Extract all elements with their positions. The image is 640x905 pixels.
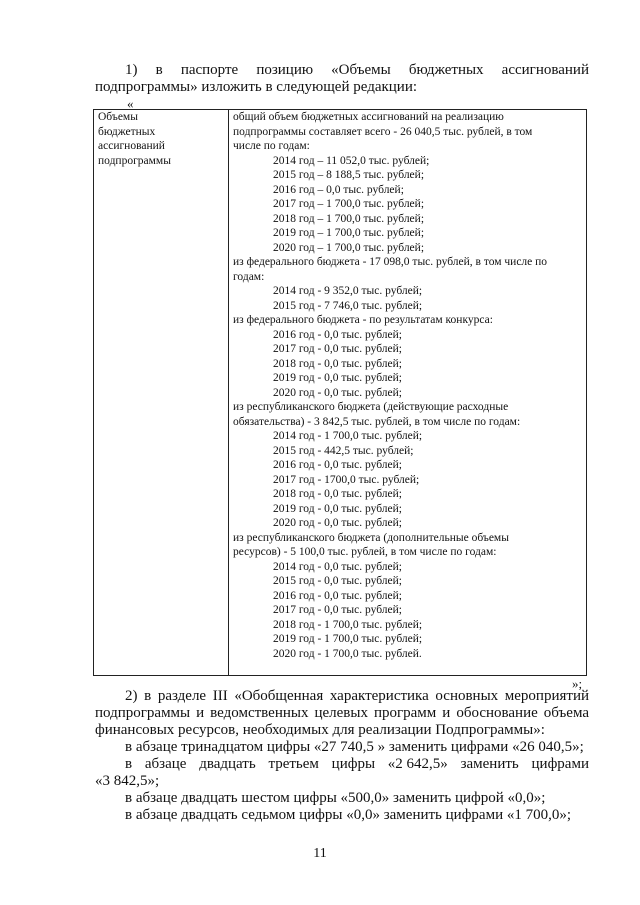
edit-item-2-word: цифрами [531, 756, 589, 772]
year-amount-line: 2020 год - 1 700,0 тыс. рублей. [273, 647, 422, 660]
funding-text-line: из федерального бюджета - 17 098,0 тыс. рублей, в том числе по [233, 256, 548, 268]
funding-text-line: ресурсов) - 5 100,0 тыс. рублей, в том числе по годам: [233, 546, 497, 558]
label-line: бюджетных [98, 125, 156, 138]
closing-quote: »; [572, 676, 583, 691]
edit-item-2-word: заменить [460, 756, 519, 772]
section-2-line-3: финансовых ресурсов, необходимых для реализации Подпрограммы»: [95, 722, 545, 738]
edit-item-2-word: двадцать [199, 756, 256, 772]
edit-item-2-word: третьем [268, 756, 319, 772]
year-amount-line: 2015 год - 0,0 тыс. рублей; [273, 575, 402, 587]
year-amount-line: 2019 год - 0,0 тыс. рублей; [273, 502, 402, 515]
year-amount-line: 2017 год - 0,0 тыс. рублей; [273, 604, 402, 616]
funding-text-line: числе по годам: [233, 140, 310, 152]
edit-item-3: в абзаце двадцать шестом цифры «500,0» заменить цифрой «0,0»; [125, 790, 546, 806]
intro-word: ассигнований [501, 62, 589, 78]
funding-text-line: годам: [233, 270, 265, 283]
label-line: ассигнований [98, 140, 165, 152]
year-amount-line: 2014 год - 9 352,0 тыс. рублей; [273, 285, 423, 297]
year-amount-line: 2014 год - 0,0 тыс. рублей; [273, 560, 402, 573]
funding-text-line: общий объем бюджетных ассигнований на реализацию [233, 111, 504, 123]
section-2-text [95, 688, 589, 824]
year-amount-line: 2017 год - 1700,0 тыс. рублей; [273, 473, 420, 486]
intro-word: в [155, 62, 163, 78]
year-amount-line: 2014 год - 1 700,0 тыс. рублей; [273, 430, 423, 442]
year-amount-line: 2016 год – 0,0 тыс. рублей; [273, 183, 404, 196]
funding-text-line: из республиканского бюджета (действующие расходные [233, 401, 509, 413]
year-amount-line: 2020 год – 1 700,0 тыс. рублей; [273, 241, 425, 254]
section-2-line-1: 2) в разделе III «Обобщенная характеристика основных мероприятий [125, 688, 589, 704]
intro-word: паспорте [180, 62, 239, 78]
table-cell-content [229, 110, 587, 676]
year-amount-line: 2020 год - 0,0 тыс. рублей; [273, 386, 402, 399]
funding-text-line: обязательства) - 3 842,5 тыс. рублей, в том числе по годам: [233, 415, 521, 428]
funding-text-line: подпрограммы составляет всего - 26 040,5 тыс. рублей, в том [233, 125, 533, 138]
year-amount-line: 2018 год - 1 700,0 тыс. рублей; [273, 618, 423, 631]
year-amount-line: 2019 год – 1 700,0 тыс. рублей; [273, 227, 425, 239]
edit-item-2 [95, 756, 589, 773]
year-amount-line: 2015 год – 8 188,5 тыс. рублей; [273, 169, 425, 181]
intro-word: бюджетных [408, 62, 484, 78]
opening-quote: « [127, 96, 134, 111]
year-amount-line: 2016 год - 0,0 тыс. рублей; [273, 459, 402, 471]
edit-item-2-word: абзаце [144, 756, 187, 772]
table-row [94, 110, 587, 676]
table-cell-label [94, 110, 229, 676]
intro-paragraph [95, 62, 589, 96]
edit-item-4: в абзаце двадцать седьмом цифры «0,0» заменить цифрами «1 700,0»; [125, 807, 572, 823]
edit-item-2-word: «2 642,5» [387, 756, 448, 772]
funding-text-line: из федерального бюджета - по результатам конкурса: [233, 314, 493, 326]
label-line: подпрограммы [98, 154, 171, 167]
passport-table [93, 109, 587, 676]
page-number: 11 [313, 846, 327, 861]
year-amount-line: 2014 год – 11 052,0 тыс. рублей; [273, 154, 430, 167]
year-amount-line: 2017 год - 0,0 тыс. рублей; [273, 343, 402, 355]
year-amount-line: 2019 год - 1 700,0 тыс. рублей; [273, 633, 423, 645]
year-amount-line: 2018 год - 0,0 тыс. рублей; [273, 488, 402, 500]
year-amount-line: 2020 год - 0,0 тыс. рублей; [273, 517, 402, 529]
edit-item-2-word: в [125, 756, 133, 772]
intro-word: «Объемы [331, 62, 391, 78]
year-amount-line: 2017 год – 1 700,0 тыс. рублей; [273, 198, 425, 210]
edit-item-2-continuation: «3 842,5»; [95, 773, 160, 789]
funding-text-line: из республиканского бюджета (дополнительные объемы [233, 531, 509, 544]
label-line: Объемы [98, 111, 138, 123]
year-amount-line: 2018 год - 0,0 тыс. рублей; [273, 357, 402, 370]
intro-word: 1) [125, 62, 138, 78]
year-amount-line: 2015 год - 7 746,0 тыс. рублей; [273, 299, 423, 312]
year-amount-line: 2016 год - 0,0 тыс. рублей; [273, 589, 402, 602]
year-amount-line: 2019 год - 0,0 тыс. рублей; [273, 372, 402, 384]
edit-item-2-word: цифры [331, 756, 376, 772]
section-2-line-2: подпрограммы и ведомственных целевых программ и обоснование объема [95, 705, 589, 721]
intro-line-2: подпрограммы» изложить в следующей редакции: [95, 79, 418, 95]
year-amount-line: 2015 год - 442,5 тыс. рублей; [273, 444, 414, 457]
edit-item-1: в абзаце тринадцатом цифры «27 740,5 » заменить цифрами «26 040,5»; [125, 739, 584, 755]
year-amount-line: 2016 год - 0,0 тыс. рублей; [273, 328, 402, 341]
year-amount-line: 2018 год – 1 700,0 тыс. рублей; [273, 212, 425, 225]
intro-line-1 [95, 62, 589, 79]
intro-word: позицию [256, 62, 314, 78]
